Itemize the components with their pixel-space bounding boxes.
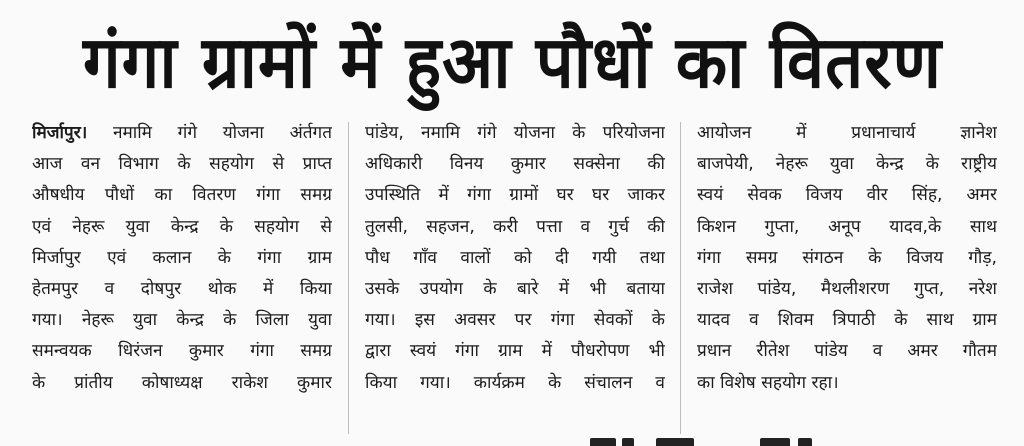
article-line: के प्रांतीय कोषाध्यक्ष राकेश कुमार [32, 372, 332, 393]
article-line: मिर्जापुर एवं कलान के गंगा ग्राम [32, 247, 332, 268]
article-line: औषधीय पौधों का वितरण गंगा समग्र [32, 185, 332, 206]
article-line: गया। नेहरू युवा केन्द्र के जिला युवा [32, 310, 332, 331]
article-line: गया। इस अवसर पर गंगा सेवकों के [365, 310, 665, 331]
article-column-3 [697, 118, 997, 399]
article-line: पांडेय, नमामि गंगे योजना के परियोजना [365, 123, 665, 143]
article-line: आयोजन में प्रधानाचार्य ज्ञानेश [697, 123, 997, 143]
article-line: का विशेष सहयोग रहा। [697, 372, 839, 393]
article-line: द्वारा स्वयं गंगा ग्राम में पौधरोपण भी [365, 341, 665, 362]
article-line: उपस्थिति में गंगा ग्रामों घर घर जाकर [365, 185, 665, 206]
article-line: किशन गुप्ता, अनूप यादव,के साथ [697, 216, 997, 237]
article-line: बाजपेयी, नेहरू युवा केन्द्र के राष्ट्रीय [697, 154, 997, 175]
article-line: राजेश पांडेय, मैथलीशरण गुप्त, नरेश [697, 279, 997, 300]
article-line: गंगा समग्र संगठन के विजय गौड़, [697, 247, 997, 268]
article-line: यादव व शिवम त्रिपाठी के साथ ग्राम [697, 310, 997, 331]
dateline: मिर्जापुर। [32, 123, 88, 143]
article-line: हेतमपुर व दोषपुर थोक में किया [32, 279, 332, 300]
column-divider [680, 122, 681, 434]
article-line [32, 118, 332, 149]
article-line-text: नमामि गंगे योजना अंर्तगत [87, 123, 332, 143]
article-line: किया गया। कार्यक्रम के संचालन व [365, 372, 665, 393]
article-headline: गंगा ग्रामों में हुआ पौधों का वितरण [82, 20, 942, 104]
article-line: आज वन विभाग के सहयोग से प्राप्त [32, 154, 332, 175]
article-column-2 [365, 118, 665, 399]
article-line: तुलसी, सहजन, करी पत्ता व गुर्च की [365, 216, 665, 237]
article-line: प्रधान रीतेश पांडेय व अमर गौतम [697, 341, 997, 362]
cropped-next-headline [560, 436, 860, 446]
article-line: समन्वयक धिरंजन कुमार गंगा समग्र [32, 341, 332, 362]
article-column-1 [32, 118, 332, 399]
article-line: पौध गाँव वालों को दी गयी तथा [365, 247, 665, 268]
article-line: एवं नेहरू युवा केन्द्र के सहयोग से [32, 216, 332, 237]
article-line: उसके उपयोग के बारे में भी बताया [365, 279, 665, 300]
article-line: अधिकारी विनय कुमार सक्सेना की [365, 154, 665, 175]
article-line: स्वयं सेवक विजय वीर सिंह, अमर [697, 185, 997, 206]
column-divider [348, 122, 349, 434]
